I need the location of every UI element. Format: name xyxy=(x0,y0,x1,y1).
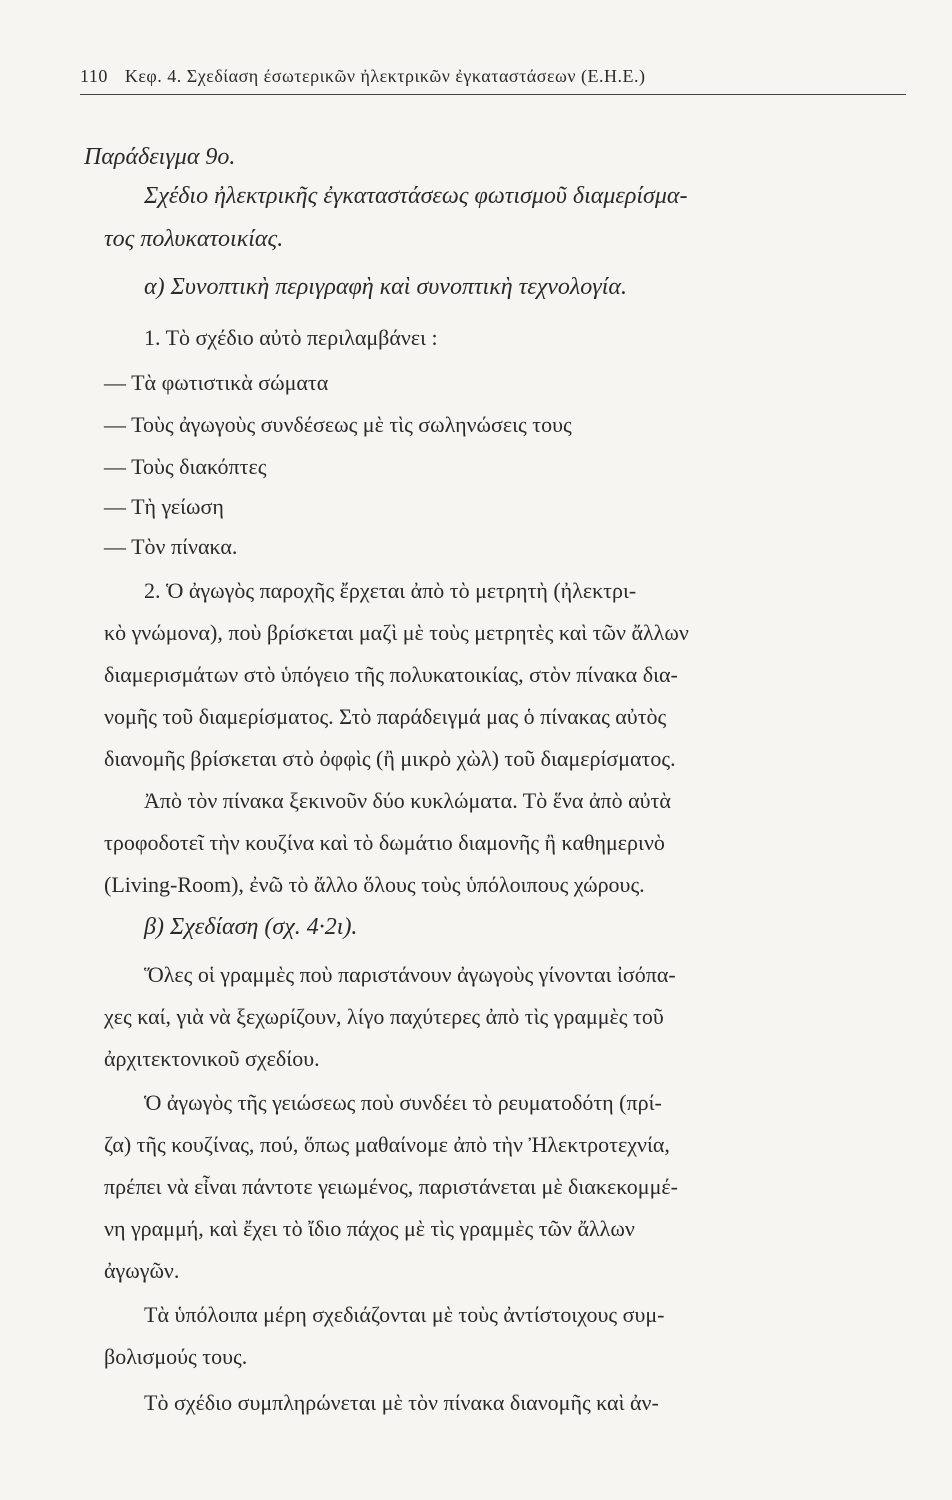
paragraph-line: (Living-Room), ἐνῶ τὸ ἄλλο ὅλους τοὺς ὑπόλοιπους χώρους. xyxy=(104,872,645,897)
list-item: — Τὸν πίνακα. xyxy=(104,534,238,559)
running-title: Κεφ. 4. Σχεδίαση έσωτερικῶν ἠλεκτρικῶν ἐγκαταστάσεων (Ε.Η.Ε.) xyxy=(124,66,646,86)
paragraph-line: πρέπει νὰ εἶναι πάντοτε γειωμένος, παριστάνεται μὲ διακεκομμέ- xyxy=(104,1174,678,1199)
paragraph-line: 2. Ὁ ἀγωγὸς παροχῆς ἔρχεται ἀπὸ τὸ μετρητὴ (ἠλεκτρι- xyxy=(144,578,637,603)
paragraph-line: κὸ γνώμονα), ποὺ βρίσκεται μαζὶ μὲ τοὺς μετρητὲς καὶ τῶν ἄλλων xyxy=(104,620,689,645)
paragraph-line: νομῆς τοῦ διαμερίσματος. Στὸ παράδειγμά μας ὁ πίνακας αὐτὸς xyxy=(104,704,667,729)
list-item: — Τὴ γείωση xyxy=(104,494,224,519)
paragraph-line: διανομῆς βρίσκεται στὸ ὀφφὶς (ἢ μικρὸ χὼλ) τοῦ διαμερίσματος. xyxy=(104,746,676,771)
page-number: 110 xyxy=(80,66,108,86)
example-title-line-2: τος πολυκατοικίας. xyxy=(104,226,284,252)
paragraph-line: Ὁ ἀγωγὸς τῆς γειώσεως ποὺ συνδέει τὸ ρευματοδότη (πρί- xyxy=(144,1090,662,1115)
paragraph-line: ἀρχιτεκτονικοῦ σχεδίου. xyxy=(104,1046,320,1071)
section-a-heading: α) Συνοπτικὴ περιγραφὴ καὶ συνοπτικὴ τεχνολογία. xyxy=(144,274,628,300)
paragraph-line: τροφοδοτεῖ τὴν κουζίνα καὶ τὸ δωμάτιο διαμονῆς ἢ καθημερινὸ xyxy=(104,830,665,855)
paragraph-line: βολισμούς τους. xyxy=(104,1344,248,1369)
section-b-heading: β) Σχεδίαση (σχ. 4·2ι). xyxy=(144,914,358,940)
paragraph-line: χες καί, γιὰ νὰ ξεχωρίζουν, λίγο παχύτερες ἀπὸ τὶς γραμμὲς τοῦ xyxy=(104,1004,664,1029)
example-heading: Παράδειγμα 9ο. xyxy=(84,144,236,170)
paragraph-line: Τὰ ὑπόλοιπα μέρη σχεδιάζονται μὲ τοὺς ἀντίστοιχους συμ- xyxy=(144,1302,665,1327)
paragraph-line: διαμερισμάτων στὸ ὑπόγειο τῆς πολυκατοικίας, στὸν πίνακα δια- xyxy=(104,662,678,687)
paragraph-line: Τὸ σχέδιο συμπληρώνεται μὲ τὸν πίνακα διανομῆς καὶ ἀν- xyxy=(144,1390,659,1415)
paragraph-line: Ὅλες οἱ γραμμὲς ποὺ παριστάνουν ἀγωγοὺς γίνονται ἰσόπα- xyxy=(144,962,676,987)
list-item: — Τοὺς διακόπτες xyxy=(104,454,267,479)
list-item: — Τὰ φωτιστικὰ σώματα xyxy=(104,370,329,395)
list-item: — Τοὺς ἀγωγοὺς συνδέσεως μὲ τὶς σωληνώσεις τους xyxy=(104,412,572,437)
running-header xyxy=(80,66,910,87)
header-rule xyxy=(80,94,906,95)
paragraph-line: 1. Τὸ σχέδιο αὐτὸ περιλαμβάνει : xyxy=(144,325,438,350)
paragraph-line: νη γραμμή, καὶ ἔχει τὸ ἴδιο πάχος μὲ τὶς γραμμὲς τῶν ἄλλων xyxy=(104,1216,635,1241)
paragraph-line: Ἀπὸ τὸν πίνακα ξεκινοῦν δύο κυκλώματα. Τὸ ἕνα ἀπὸ αὐτὰ xyxy=(144,788,671,813)
paragraph-line: ζα) τῆς κουζίνας, πού, ὅπως μαθαίνομε ἀπὸ τὴν Ἠλεκτροτεχνία, xyxy=(104,1132,670,1157)
example-title-line-1: Σχέδιο ἠλεκτρικῆς ἐγκαταστάσεως φωτισμοῦ διαμερίσμα- xyxy=(144,183,688,209)
paragraph-line: ἀγωγῶν. xyxy=(104,1258,180,1283)
